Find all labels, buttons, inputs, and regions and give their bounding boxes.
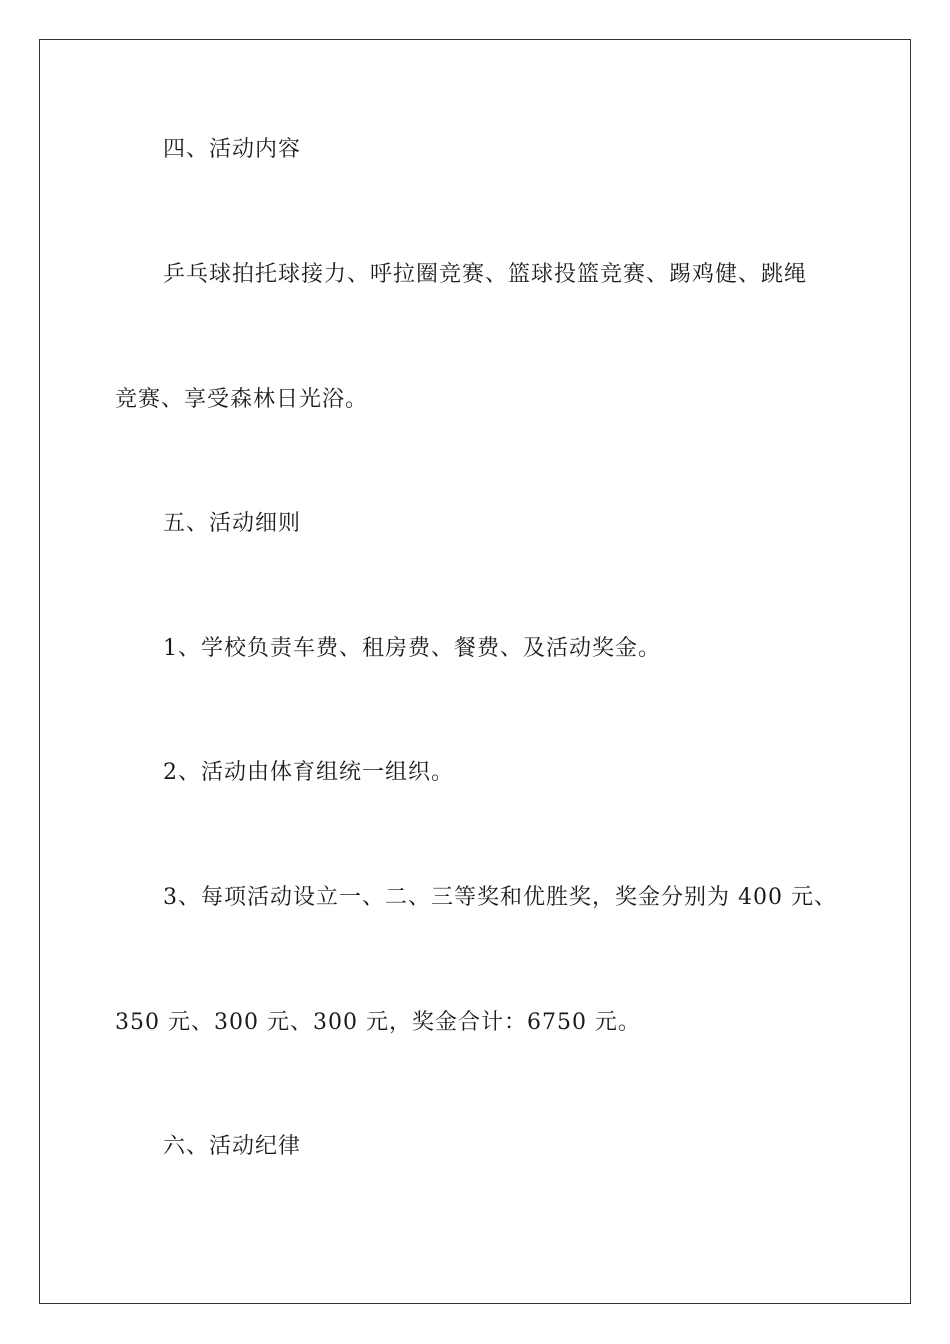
page-frame	[39, 39, 911, 1304]
section-heading-activity-rules: 五、活动细则	[163, 511, 302, 536]
paragraph-line: 350 元、300 元、300 元，奖金合计：6750 元。	[115, 1010, 641, 1035]
list-item: 3、每项活动设立一、二、三等奖和优胜奖，奖金分别为 400 元、	[163, 885, 837, 910]
list-item: 1、学校负责车费、租房费、餐费、及活动奖金。	[163, 636, 661, 661]
paragraph-line: 竞赛、享受森林日光浴。	[115, 387, 369, 412]
section-heading-activity-content: 四、活动内容	[163, 137, 302, 162]
list-item: 2、活动由体育组统一组织。	[163, 760, 454, 785]
section-heading-activity-discipline: 六、活动纪律	[163, 1134, 302, 1159]
paragraph-line: 乒乓球拍托球接力、呼拉圈竞赛、篮球投篮竞赛、踢鸡健、跳绳	[163, 262, 808, 287]
